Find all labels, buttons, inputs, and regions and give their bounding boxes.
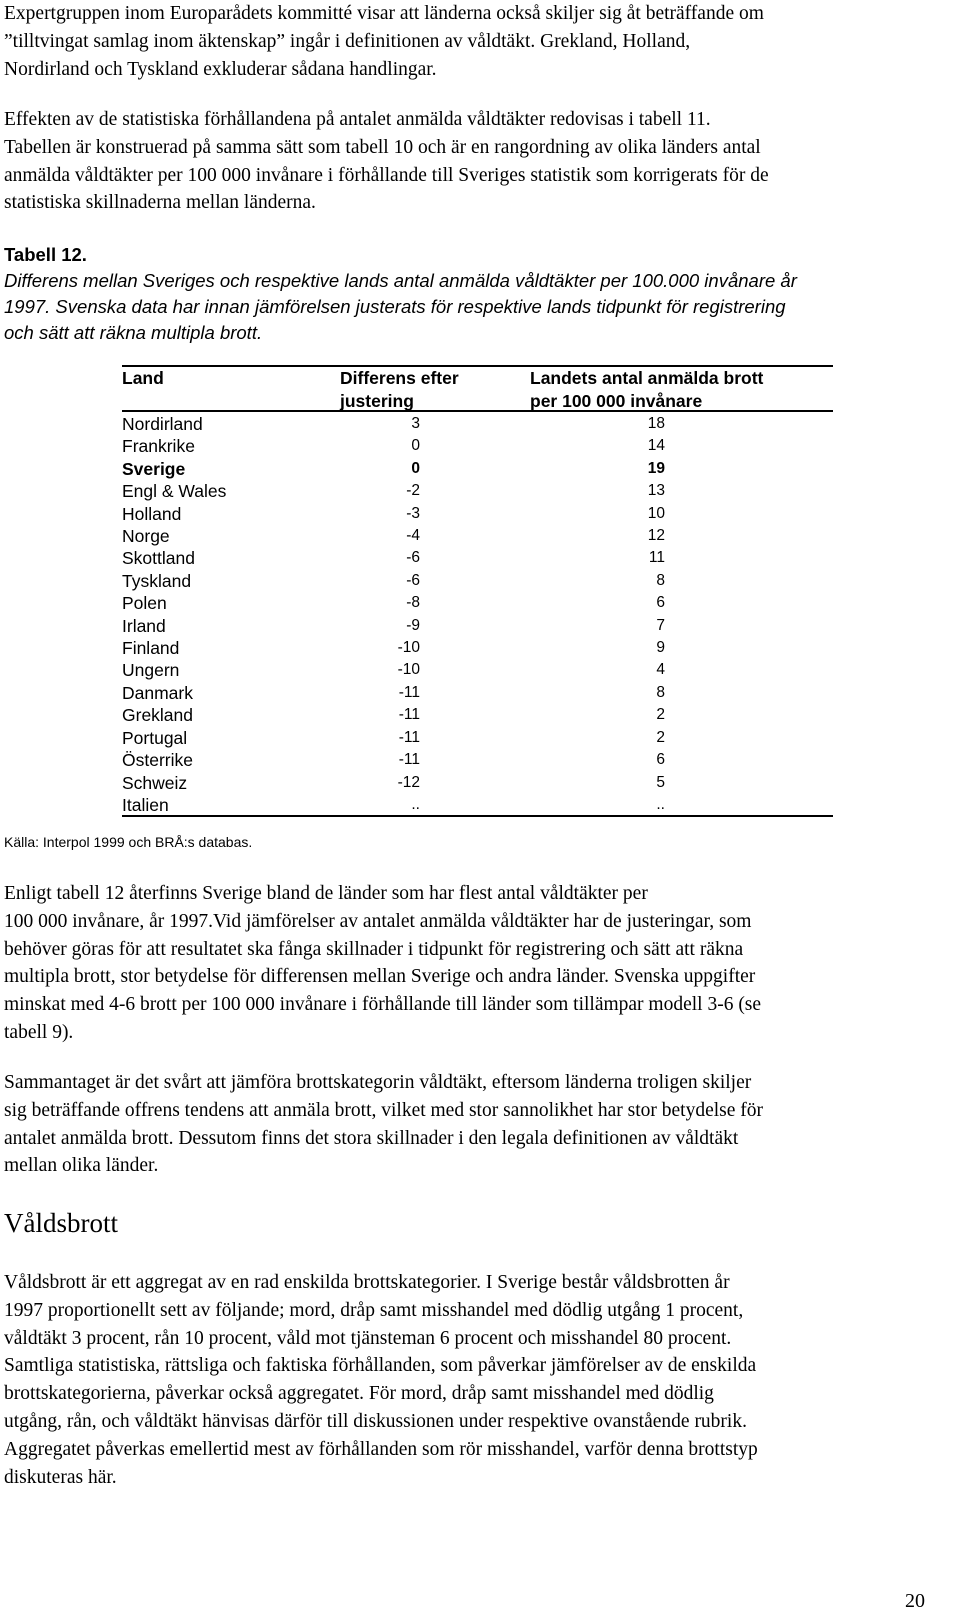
table-row (122, 682, 833, 704)
cell-diff: -8 (406, 594, 420, 612)
text-line: statistiska skillnaderna mellan länderna. (4, 192, 316, 214)
table-row (122, 637, 833, 659)
after-table-paragraph (4, 880, 954, 1047)
text-line: Samtliga statistiska, rättsliga och faktiska förhållanden, som påverkar jämförelser av de enskilda (4, 1355, 757, 1377)
table-row (122, 592, 833, 614)
table-row (122, 525, 833, 547)
cell-diff: -4 (406, 527, 420, 545)
text-line: Expertgruppen inom Europarådets kommitté visar att länderna också skiljer sig åt beträffande om (4, 3, 764, 24)
cell-land: Sverige (122, 458, 186, 479)
table-row (122, 704, 833, 726)
cell-diff: -10 (397, 661, 420, 679)
table-row (122, 727, 833, 749)
table-source: Källa: Interpol 1999 och BRÅ:s databas. (4, 834, 253, 850)
cell-brott: 7 (656, 616, 665, 634)
cell-land: Danmark (122, 682, 193, 703)
cell-brott: 2 (656, 728, 665, 746)
cell-brott: 14 (647, 437, 665, 455)
cell-diff: -2 (406, 482, 420, 500)
cell-brott: 19 (647, 459, 665, 477)
summary-paragraph (4, 1069, 954, 1180)
cell-land: Skottland (122, 548, 195, 569)
text-line: antalet anmälda brott. Dessutom finns det stora skillnader i den legala definitionen av våldtäkt (4, 1127, 739, 1149)
cell-brott: 4 (656, 661, 665, 679)
cell-brott: 9 (656, 639, 665, 657)
intro-paragraph (4, 0, 954, 83)
cell-diff: -12 (397, 773, 420, 791)
cell-diff: -11 (398, 728, 420, 746)
cell-diff: -11 (398, 751, 420, 769)
cell-brott: 6 (656, 751, 665, 769)
table-caption (4, 242, 954, 346)
header-brott: Landets antal anmälda brott per 100 000 invånare (530, 368, 764, 411)
cell-land: Finland (122, 638, 180, 659)
text-line: utgång, rån, och våldtäkt hänvisas därför till diskussionen under respektive ovanstående rubrik. (4, 1410, 747, 1432)
cell-diff: -6 (406, 549, 420, 567)
cell-land: Italien (122, 794, 169, 815)
text-line: minskat med 4-6 brott per 100 000 invånare i förhållande till länder som tillämpar modell 3-6 (se (4, 994, 762, 1016)
text-line: 100 000 invånare, år 1997.Vid jämförelser av antalet anmälda våldtäkter har de justeringar, som (4, 910, 752, 932)
cell-land: Holland (122, 503, 182, 524)
cell-brott: 10 (647, 504, 665, 522)
cell-land: Tyskland (122, 570, 192, 591)
text-line: ”tilltvingat samlag inom äktenskap” ingår i definitionen av våldtäkt. Grekland, Holland, (4, 30, 691, 52)
text-line: multipla brott, stor betydelse för differensen mellan Sverige och andra länder. Svenska uppgifter (4, 966, 756, 988)
text-line: tabell 9). (4, 1021, 74, 1043)
cell-land: Ungern (122, 660, 180, 681)
cell-brott: 2 (656, 706, 665, 724)
cell-brott: 13 (647, 482, 665, 500)
cell-land: Frankrike (122, 436, 195, 457)
cell-brott: 18 (647, 415, 665, 432)
table-row (122, 772, 833, 794)
text-line: Tabellen är konstruerad på samma sätt som tabell 10 och är en rangordning av olika länders antal (4, 136, 761, 158)
page-number: 20 (905, 1590, 925, 1612)
text-line: Enligt tabell 12 återfinns Sverige bland de länder som har flest antal våldtäkter per (4, 883, 648, 904)
table-row (122, 749, 833, 771)
table-row (122, 659, 833, 681)
header-land: Land (122, 368, 164, 388)
cell-brott: .. (656, 795, 665, 813)
caption-line: 1997. Svenska data har innan jämförelsen justerats för respektive lands tidpunkt för registrering (4, 296, 786, 317)
text-line: behöver göras för att resultatet ska fånga skillnader i tidpunkt för registrering och sätt att räkna (4, 938, 744, 960)
cell-brott: 12 (647, 527, 665, 545)
cell-diff: -6 (406, 571, 420, 589)
text-line: Sammantaget är det svårt att jämföra brottskategorin våldtäkt, eftersom länderna troligen skiljer (4, 1072, 752, 1093)
table-row (122, 435, 833, 457)
text-line: Aggregatet påverkas emellertid mest av förhållanden som rör misshandel, varför denna brottstyp (4, 1438, 758, 1460)
table-row (122, 503, 833, 525)
text-line: Effekten av de statistiska förhållandena på antalet anmälda våldtäkter redovisas i tabell 11. (4, 109, 711, 130)
table-row (122, 480, 833, 502)
table-row (122, 615, 833, 637)
cell-diff: -10 (397, 639, 420, 657)
cell-land: Österrike (122, 750, 193, 771)
cell-diff: 0 (411, 459, 420, 477)
header-diff: Differens efter justering (340, 368, 459, 411)
text-line: diskuteras här. (4, 1466, 117, 1488)
text-line: 1997 proportionellt sett av följande; mord, dråp samt misshandel med dödlig utgång 1 procent, (4, 1299, 744, 1321)
text-line: våldtäkt 3 procent, rån 10 procent, våld mot tjänsteman 6 procent och misshandel 80 procent. (4, 1327, 732, 1349)
cell-diff: .. (411, 795, 420, 813)
table-title: Tabell 12. (4, 244, 87, 265)
table-row (122, 547, 833, 569)
text-line: brottskategorierna, påverkar också aggregatet. För mord, dråp samt misshandel med dödlig (4, 1383, 714, 1405)
section-heading: Våldsbrott (4, 1208, 118, 1238)
text-line: anmälda våldtäkter per 100 000 invånare i förhållande till Sveriges statistik som korrigerats för de (4, 164, 769, 186)
cell-brott: 5 (656, 773, 665, 791)
cell-land: Schweiz (122, 772, 188, 793)
text-line: Våldsbrott är ett aggregat av en rad enskilda brottskategorier. I Sverige består våldsbrotten år (4, 1272, 730, 1293)
effect-paragraph (4, 106, 954, 217)
table-header-row (122, 367, 833, 413)
cell-land: Grekland (122, 705, 194, 726)
statistics-table (122, 367, 833, 816)
text-line: mellan olika länder. (4, 1155, 159, 1177)
cell-land: Polen (122, 593, 167, 614)
caption-line: Differens mellan Sveriges och respektive lands antal anmälda våldtäkter per 100.000 invånare år (4, 270, 797, 291)
cell-diff: -9 (406, 616, 420, 634)
table-row (122, 458, 833, 480)
table-row (122, 570, 833, 592)
text-line: sig beträffande offrens tendens att anmäla brott, vilket med stor sannolikhet har stor betydelse för (4, 1099, 764, 1121)
cell-diff: 0 (411, 437, 420, 455)
table-row (122, 413, 833, 435)
cell-brott: 11 (648, 549, 665, 567)
cell-land: Portugal (122, 727, 188, 748)
cell-land: Nordirland (122, 414, 203, 434)
table-row (122, 794, 833, 816)
cell-diff: -11 (398, 706, 420, 724)
cell-land: Norge (122, 526, 170, 547)
caption-line: och sätt att räkna multipla brott. (4, 322, 263, 343)
cell-brott: 8 (656, 683, 665, 701)
cell-brott: 6 (656, 594, 665, 612)
cell-brott: 8 (656, 571, 665, 589)
violence-paragraph (4, 1269, 954, 1491)
cell-diff: -3 (406, 504, 420, 522)
cell-land: Engl & Wales (122, 481, 227, 502)
cell-land: Irland (122, 615, 166, 636)
cell-diff: -11 (398, 683, 420, 701)
text-line: Nordirland och Tyskland exkluderar sådana handlingar. (4, 58, 437, 80)
cell-diff: 3 (411, 415, 420, 432)
